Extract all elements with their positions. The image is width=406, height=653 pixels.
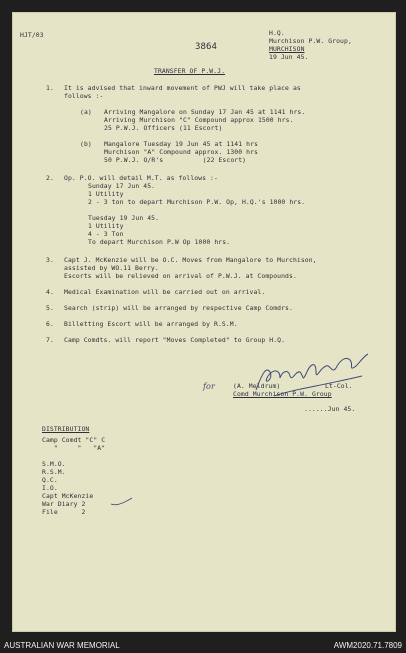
para-1a-line-3: 25 P.W.J. Officers (11 Escort)	[104, 124, 223, 132]
para-6-text: Billetting Escort will be arranged by R.S.M.	[64, 320, 238, 328]
distribution-line-8: Capt McKenzie	[42, 492, 94, 500]
distribution-line-9: War Diary 2	[42, 500, 86, 508]
distribution-line-1: Camp Comdt "C" C	[42, 436, 106, 444]
para-7-number: 7.	[46, 336, 54, 344]
para-3-line-3: Escorts will be relieved on arrival of P.W.J. at Compounds.	[64, 272, 297, 280]
para-2-line-9: To depart Murchison P.W Op 1000 hrs.	[88, 238, 231, 246]
para-2-line-4: 2 - 3 ton to depart Murchison P.W. Op, H.Q.'s 1000 hrs.	[88, 198, 306, 206]
para-1-line-1: It is advised that inward movement of PWJ will take place as	[64, 84, 301, 92]
footer-bar	[0, 638, 406, 653]
reference-code: HJT/03	[20, 31, 44, 39]
para-5-text: Search (strip) will be arranged by respective Camp Comdrs.	[64, 304, 293, 312]
para-7-text: Camp Comdts. will report "Moves Completed" to Group H.Q.	[64, 336, 286, 344]
footer-source: AUSTRALIAN WAR MEMORIAL	[4, 641, 120, 650]
para-3-number: 3.	[46, 256, 54, 264]
para-1b-label: (b)	[80, 140, 92, 148]
hq-line-1: H.Q.	[269, 29, 285, 37]
para-1-number: 1.	[46, 84, 54, 92]
para-2-number: 2.	[46, 174, 54, 182]
para-2-line-7: 1 Utility	[88, 222, 124, 230]
para-1a-label: (a)	[80, 108, 92, 116]
para-2-line-1: Op. P.O. will detail M.T. as follows :-	[64, 174, 218, 182]
para-6-number: 6.	[46, 320, 54, 328]
document-number: 3864	[195, 42, 218, 52]
signature-date: ......Jun 45.	[304, 405, 356, 413]
para-1-line-2: follows :-	[64, 92, 104, 100]
signature-for: for	[203, 382, 215, 391]
check-mark	[110, 496, 134, 508]
document-page	[12, 12, 396, 632]
para-2-line-6: Tuesday 19 Jun 45.	[88, 214, 160, 222]
distribution-line-4: S.M.O.	[42, 460, 66, 468]
para-5-number: 5.	[46, 304, 54, 312]
para-2-line-3: 1 Utility	[88, 190, 124, 198]
distribution-heading: DISTRIBUTION	[42, 425, 90, 433]
distribution-line-2: " " "A"	[42, 444, 106, 452]
signatory-rank: Lt-Col.	[325, 382, 353, 390]
signatory-title: Comd Murchison P.W. Group	[233, 390, 332, 398]
para-3-line-1: Capt J. McKenzie will be O.C. Moves from Mangalore to Murchison,	[64, 256, 317, 264]
distribution-line-5: R.S.M.	[42, 468, 66, 476]
para-4-text: Medical Examination will be carried out on arrival.	[64, 288, 266, 296]
distribution-line-10: File 2	[42, 508, 86, 516]
para-1b-line-3: 50 P.W.J. O/R's (22 Escort)	[104, 156, 247, 164]
document-title: TRANSFER OF P.W.J.	[154, 67, 226, 75]
para-1b-line-1: Mangalore Tuesday 19 Jun 45 at 1141 hrs	[104, 140, 258, 148]
distribution-line-6: Q.C.	[42, 476, 58, 484]
footer-accession: AWM2020.71.7809	[333, 641, 402, 650]
hq-line-3: MURCHISON	[269, 45, 305, 53]
distribution-line-7: I.O.	[42, 484, 58, 492]
para-2-line-8: 4 - 3 Ton	[88, 230, 124, 238]
para-1a-line-1: Arriving Mangalore on Sunday 17 Jan 45 at 1141 hrs.	[104, 108, 306, 116]
signatory-name: (A. Meldrum)	[233, 382, 281, 390]
para-4-number: 4.	[46, 288, 54, 296]
para-2-line-2: Sunday 17 Jun 45.	[88, 182, 156, 190]
hq-line-2: Murchison P.W. Group,	[269, 37, 352, 45]
para-1a-line-2: Arriving Murchison "C" Compound approx 1500 hrs.	[104, 116, 294, 124]
para-3-line-2: assisted by WO.11 Berry.	[64, 264, 159, 272]
hq-line-4: 19 Jun 45.	[269, 53, 309, 61]
para-1b-line-2: Murchison "A" Compound approx. 1300 hrs	[104, 148, 258, 156]
